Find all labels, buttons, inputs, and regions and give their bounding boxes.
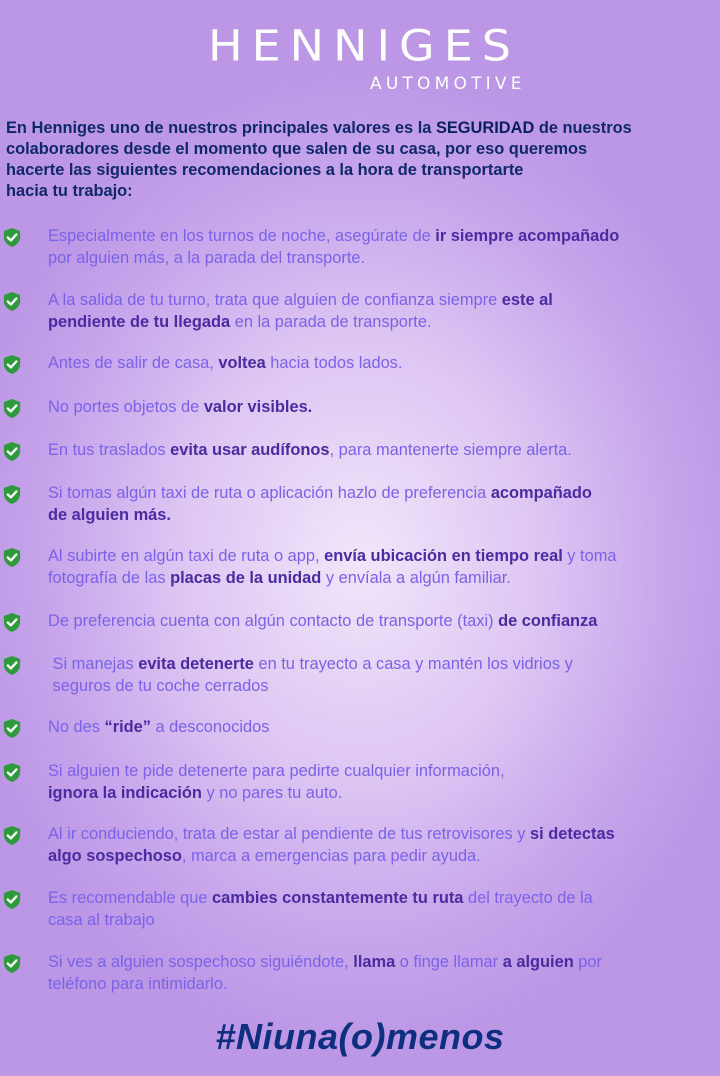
intro-text-line1-end: de nuestros xyxy=(534,119,632,137)
shield-check-icon xyxy=(2,398,22,419)
highlighted-text: este al xyxy=(501,291,553,309)
list-item-text xyxy=(48,290,720,333)
shield-check-icon xyxy=(2,484,22,505)
intro-highlight: SEGURIDAD xyxy=(435,119,535,137)
regular-text: Al subirte en algún taxi de ruta o app, xyxy=(48,547,325,565)
highlighted-text: llama xyxy=(353,953,396,971)
shield-check-icon xyxy=(2,612,22,633)
regular-text: en tu trayecto a casa y mantén los vidrios y xyxy=(253,655,573,673)
highlighted-text: “ride” xyxy=(104,718,151,736)
regular-text: Si tomas algún taxi de ruta o aplicación hazlo de preferencia xyxy=(48,484,491,502)
list-item-text xyxy=(48,546,720,589)
shield-check-icon xyxy=(2,825,22,846)
shield-check-icon xyxy=(2,354,22,375)
regular-text: seguros de tu coche cerrados xyxy=(48,676,269,695)
henniges-logo xyxy=(0,21,720,94)
list-item-text xyxy=(48,611,720,633)
regular-text: Es recomendable que xyxy=(48,889,213,907)
highlighted-text: ignora la indicación xyxy=(48,783,202,802)
list-item-text xyxy=(48,717,720,739)
regular-text: , marca a emergencias para pedir ayuda. xyxy=(181,846,481,865)
shield-check-icon xyxy=(2,655,22,676)
regular-text: en la parada de transporte. xyxy=(230,312,432,331)
regular-text: casa al trabajo xyxy=(48,910,155,929)
regular-text: Si ves a alguien sospechoso siguiéndote, xyxy=(48,953,354,971)
list-item-text xyxy=(48,226,720,269)
regular-text: , para mantenerte siempre alerta. xyxy=(329,441,572,459)
list-item-text xyxy=(48,761,720,804)
regular-text: No des xyxy=(48,718,105,736)
list-item-text xyxy=(48,397,720,419)
shield-check-icon xyxy=(2,953,22,974)
regular-text: hacia todos lados. xyxy=(265,354,403,372)
regular-text: y toma xyxy=(562,547,617,565)
list-item-text xyxy=(48,952,720,995)
highlighted-text: de alguien más. xyxy=(48,505,171,524)
list-item-text xyxy=(48,440,720,462)
regular-text: Si manejas xyxy=(48,655,139,673)
logo-subtitle: AUTOMOTIVE xyxy=(370,74,526,94)
shield-check-icon xyxy=(2,441,22,462)
highlighted-text: acompañado xyxy=(490,484,592,502)
intro-text-line2: colaboradores desde el momento que salen de su casa, por eso queremos xyxy=(6,140,588,158)
regular-text: Si alguien te pide detenerte para pedirte cualquier información, xyxy=(48,762,505,780)
regular-text: a desconocidos xyxy=(150,718,270,736)
shield-check-icon xyxy=(2,889,22,910)
highlighted-text: ir siempre acompañado xyxy=(435,227,620,245)
regular-text: del trayecto de la xyxy=(463,889,593,907)
list-item-text xyxy=(48,353,720,375)
shield-check-icon xyxy=(2,227,22,248)
highlighted-text: a alguien xyxy=(502,953,574,971)
regular-text: teléfono para intimidarlo. xyxy=(48,974,228,993)
regular-text: No portes objetos de xyxy=(48,398,204,416)
shield-check-icon xyxy=(2,718,22,739)
list-item-text xyxy=(48,654,720,697)
hashtag-text: #Niuna(o)menos xyxy=(215,1016,505,1057)
regular-text: y no pares tu auto. xyxy=(201,783,343,802)
regular-text: o finge llamar xyxy=(395,953,503,971)
intro-text-start: En Henniges uno de nuestros principales valores es la xyxy=(6,119,436,137)
regular-text: por alguien más, a la parada del transporte. xyxy=(48,248,366,267)
shield-check-icon xyxy=(2,762,22,783)
intro-text-line3: hacerte las siguientes recomendaciones a la hora de transportarte xyxy=(6,161,524,179)
regular-text: A la salida de tu turno, trata que alguien de confianza siempre xyxy=(48,291,502,309)
highlighted-text: voltea xyxy=(218,354,266,372)
regular-text: Al ir conduciendo, trata de estar al pendiente de tus retrovisores y xyxy=(48,825,530,843)
regular-text: Especialmente en los turnos de noche, asegúrate de xyxy=(48,227,436,245)
intro-paragraph xyxy=(6,118,706,202)
highlighted-text: de confianza xyxy=(498,612,598,630)
highlighted-text: evita detenerte xyxy=(138,655,254,673)
regular-text: y envíala a algún familiar. xyxy=(321,568,511,587)
highlighted-text: algo sospechoso xyxy=(48,846,182,865)
highlighted-text: si detectas xyxy=(529,825,615,843)
regular-text: fotografía de las xyxy=(48,568,171,587)
highlighted-text: cambies constantemente tu ruta xyxy=(212,889,464,907)
regular-text: por xyxy=(573,953,602,971)
intro-text-line4: hacia tu trabajo: xyxy=(6,182,133,200)
highlighted-text: pendiente de tu llegada xyxy=(48,312,231,331)
highlighted-text: valor visibles. xyxy=(203,398,313,416)
list-item-text xyxy=(48,888,720,931)
highlighted-text: placas de la unidad xyxy=(170,568,322,587)
shield-check-icon xyxy=(2,547,22,568)
regular-text: Antes de salir de casa, xyxy=(48,354,219,372)
list-item-text xyxy=(48,824,720,867)
highlighted-text: envía ubicación en tiempo real xyxy=(324,547,563,565)
regular-text: De preferencia cuenta con algún contacto de transporte (taxi) xyxy=(48,612,499,630)
list-item-text xyxy=(48,483,720,526)
regular-text: En tus traslados xyxy=(48,441,171,459)
highlighted-text: evita usar audífonos xyxy=(170,441,330,459)
logo-wordmark: HENNIGES xyxy=(208,21,520,71)
shield-check-icon xyxy=(2,291,22,312)
